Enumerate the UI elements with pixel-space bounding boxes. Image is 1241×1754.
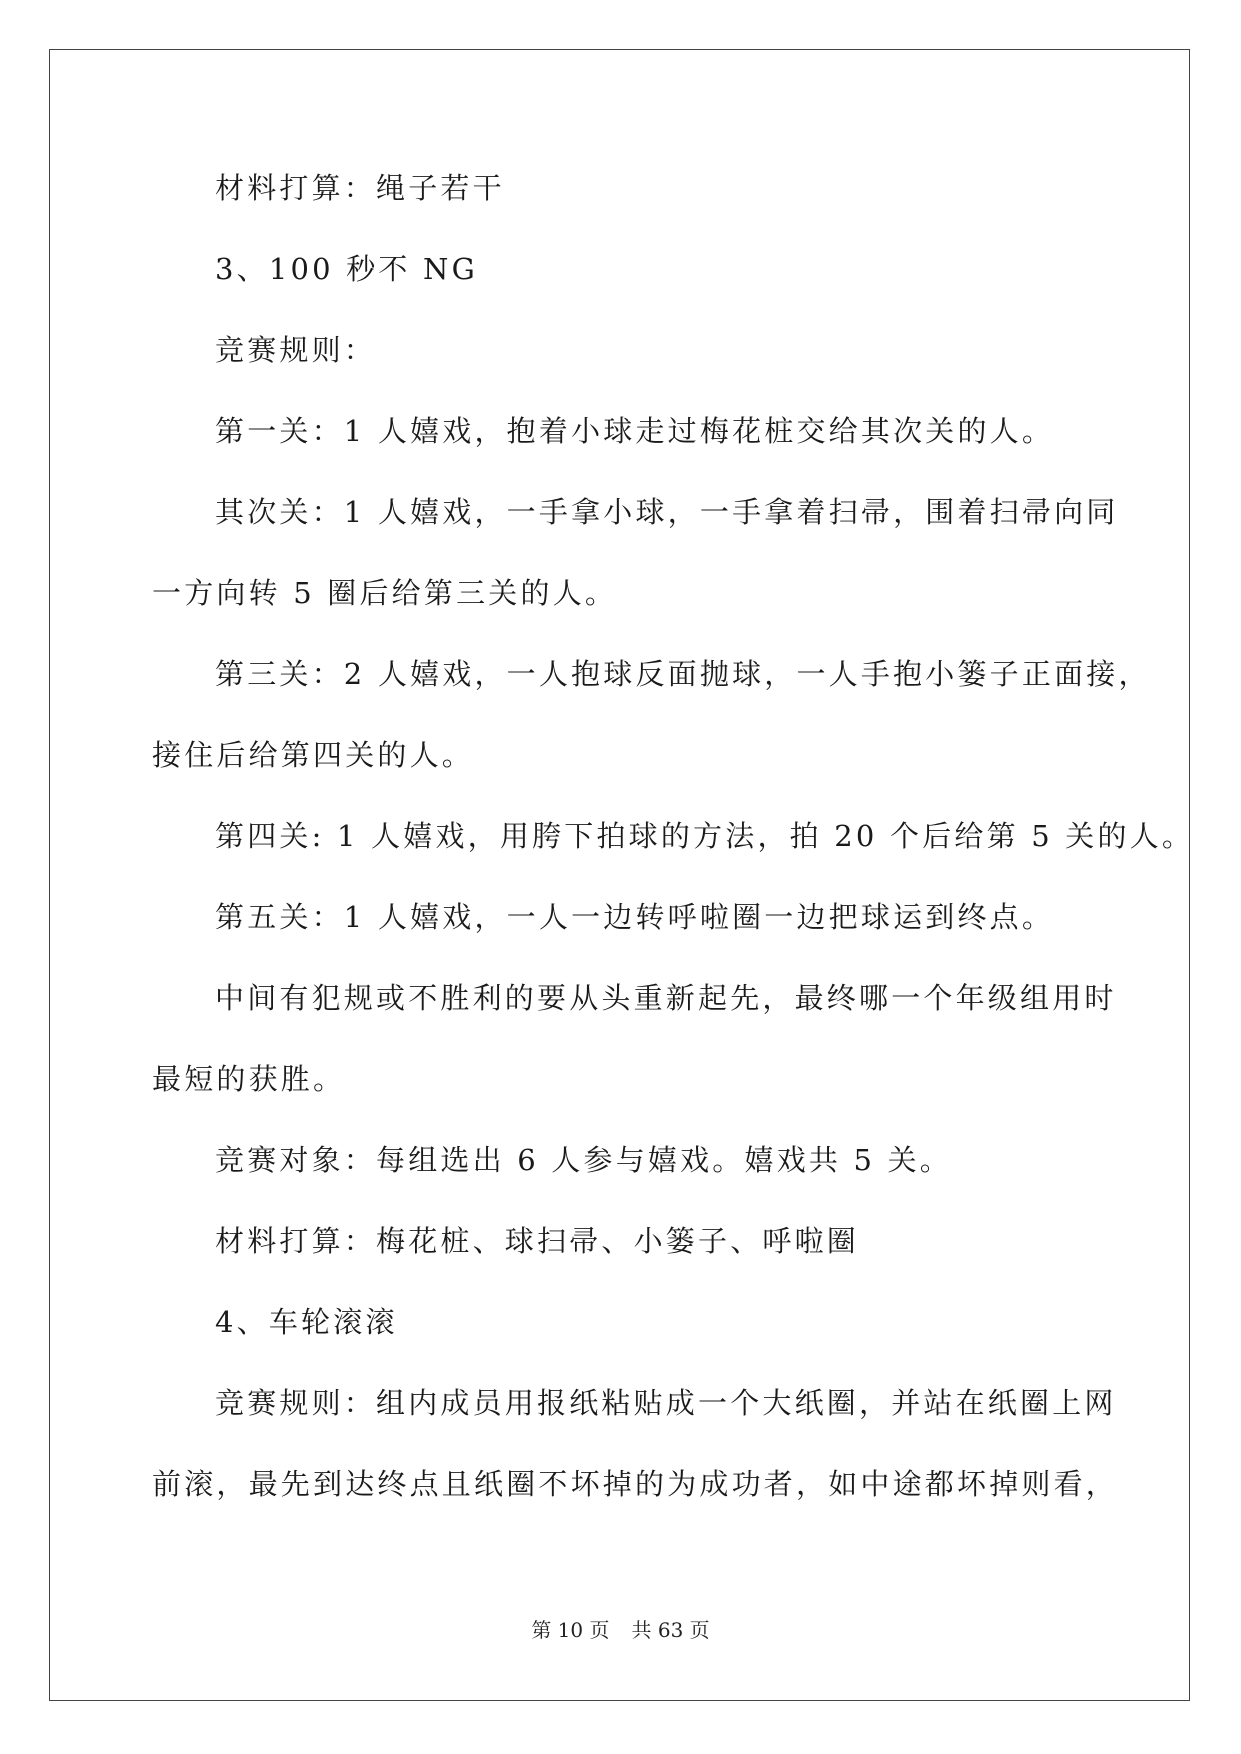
page-footer <box>0 1616 1241 1644</box>
paragraph-line: 材料打算：梅花桩、球扫帚、小篓子、呼啦圈 <box>215 1224 860 1258</box>
paragraph-line: 第四关: 1 人嬉戏，用胯下拍球的方法，拍 20 个后给第 5 关的人。 <box>215 819 1195 853</box>
paragraph-line: 竞赛规则：组内成员用报纸粘贴成一个大纸圈，并站在纸圈上网 <box>215 1386 1117 1420</box>
paragraph-line: 一方向转 5 圈后给第三关的人。 <box>152 576 618 610</box>
paragraph-line: 第五关：1 人嬉戏，一人一边转呼啦圈一边把球运到终点。 <box>215 900 1055 934</box>
section-heading: 3、100 秒不 NG <box>215 252 478 286</box>
paragraph-line: 竞赛对象：每组选出 6 人参与嬉戏。嬉戏共 5 关。 <box>215 1143 952 1177</box>
page-number: 第 10 页 <box>531 1618 610 1642</box>
paragraph-line: 中间有犯规或不胜利的要从头重新起先，最终哪一个年级组用时 <box>215 981 1117 1015</box>
page-border <box>49 49 1190 1701</box>
paragraph-line: 第一关：1 人嬉戏，抱着小球走过梅花桩交给其次关的人。 <box>215 414 1055 448</box>
paragraph-line: 最短的获胜。 <box>152 1062 346 1096</box>
paragraph-line: 材料打算：绳子若干 <box>215 171 505 205</box>
section-heading: 4、车轮滚滚 <box>215 1305 398 1339</box>
page-total: 共 63 页 <box>631 1618 710 1642</box>
paragraph-line: 其次关：1 人嬉戏，一手拿小球，一手拿着扫帚，围着扫帚向同 <box>215 495 1119 529</box>
paragraph-line: 竞赛规则： <box>215 333 377 367</box>
paragraph-line: 前滚，最先到达终点且纸圈不坏掉的为成功者，如中途都坏掉则看， <box>152 1467 1119 1501</box>
paragraph-line: 接住后给第四关的人。 <box>152 738 475 772</box>
paragraph-line: 第三关：2 人嬉戏，一人抱球反面抛球，一人手抱小篓子正面接， <box>215 657 1151 691</box>
